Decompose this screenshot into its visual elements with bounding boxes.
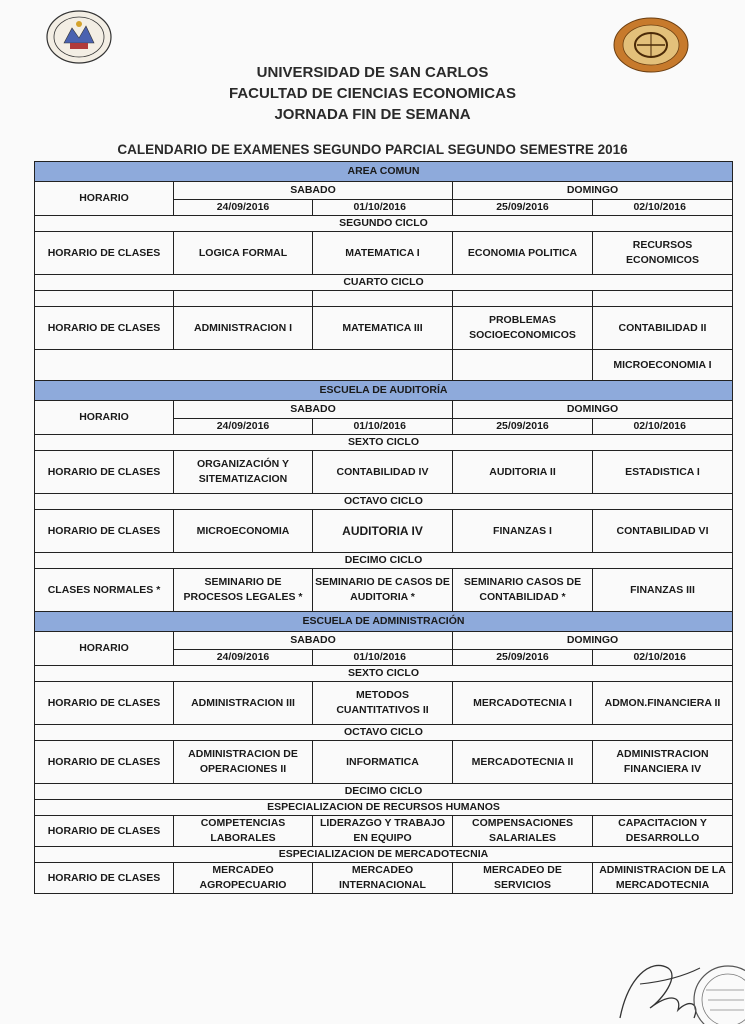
course-cell: SEMINARIO DE PROCESOS LEGALES * bbox=[174, 569, 313, 612]
course-cell: MATEMATICA I bbox=[313, 232, 453, 275]
cycle-label: SEGUNDO CICLO bbox=[35, 216, 733, 232]
empty-cell bbox=[35, 291, 174, 307]
empty-cell bbox=[35, 350, 453, 381]
date-cell: 01/10/2016 bbox=[313, 200, 453, 216]
university-name: UNIVERSIDAD DE SAN CARLOS bbox=[256, 64, 489, 81]
course-cell: FINANZAS III bbox=[593, 569, 733, 612]
course-cell: INFORMATICA bbox=[313, 741, 453, 784]
empty-cell bbox=[313, 291, 453, 307]
course-cell: ADMINISTRACION I bbox=[174, 307, 313, 350]
signature-stamp bbox=[610, 938, 745, 1024]
course-cell: ADMON.FINANCIERA II bbox=[593, 682, 733, 725]
empty-cell bbox=[593, 291, 733, 307]
course-cell: CONTABILIDAD VI bbox=[593, 510, 733, 553]
course-cell: MERCADEO INTERNACIONAL bbox=[313, 863, 453, 894]
university-seal-logo bbox=[46, 10, 112, 64]
cycle-label: DECIMO CICLO bbox=[35, 553, 733, 569]
course-cell: MICROECONOMIA I bbox=[593, 350, 733, 381]
cycle-label: OCTAVO CICLO bbox=[35, 725, 733, 741]
course-cell: LOGICA FORMAL bbox=[174, 232, 313, 275]
section-banner-area-comun: AREA COMUN bbox=[35, 162, 733, 182]
date-cell: 24/09/2016 bbox=[174, 650, 313, 666]
course-cell: MERCADOTECNIA I bbox=[453, 682, 593, 725]
day-sunday: DOMINGO bbox=[453, 182, 733, 200]
schedule-label: HORARIO DE CLASES bbox=[35, 682, 174, 725]
horario-header: HORARIO bbox=[35, 182, 174, 216]
program-name: JORNADA FIN DE SEMANA bbox=[274, 106, 471, 123]
course-cell: LIDERAZGO Y TRABAJO EN EQUIPO bbox=[313, 816, 453, 847]
course-cell: PROBLEMAS SOCIOECONOMICOS bbox=[453, 307, 593, 350]
course-cell: AUDITORIA IV bbox=[313, 510, 453, 553]
day-sunday: DOMINGO bbox=[453, 632, 733, 650]
course-cell: CAPACITACION Y DESARROLLO bbox=[593, 816, 733, 847]
course-cell: ADMINISTRACION FINANCIERA IV bbox=[593, 741, 733, 784]
day-saturday: SABADO bbox=[174, 401, 453, 419]
course-cell: MERCADOTECNIA II bbox=[453, 741, 593, 784]
course-cell: ESTADISTICA I bbox=[593, 451, 733, 494]
course-cell: RECURSOS ECONOMICOS bbox=[593, 232, 733, 275]
course-cell: MERCADEO DE SERVICIOS bbox=[453, 863, 593, 894]
date-cell: 02/10/2016 bbox=[593, 200, 733, 216]
course-cell: COMPENSACIONES SALARIALES bbox=[453, 816, 593, 847]
schedule-label: CLASES NORMALES * bbox=[35, 569, 174, 612]
faculty-name: FACULTAD DE CIENCIAS ECONOMICAS bbox=[229, 85, 516, 102]
empty-cell bbox=[174, 291, 313, 307]
cycle-label: CUARTO CICLO bbox=[35, 275, 733, 291]
course-cell: SEMINARIO CASOS DE CONTABILIDAD * bbox=[453, 569, 593, 612]
course-cell: ADMINISTRACION III bbox=[174, 682, 313, 725]
date-cell: 25/09/2016 bbox=[453, 200, 593, 216]
empty-cell bbox=[453, 291, 593, 307]
course-cell: ADMINISTRACION DE OPERACIONES II bbox=[174, 741, 313, 784]
cycle-label: OCTAVO CICLO bbox=[35, 494, 733, 510]
schedule-label: HORARIO DE CLASES bbox=[35, 451, 174, 494]
specialization-label: ESPECIALIZACION DE RECURSOS HUMANOS bbox=[35, 800, 733, 816]
course-cell: SEMINARIO DE CASOS DE AUDITORIA * bbox=[313, 569, 453, 612]
date-cell: 01/10/2016 bbox=[313, 650, 453, 666]
day-saturday: SABADO bbox=[174, 182, 453, 200]
course-cell: MERCADEO AGROPECUARIO bbox=[174, 863, 313, 894]
empty-cell bbox=[453, 350, 593, 381]
date-cell: 25/09/2016 bbox=[453, 650, 593, 666]
schedule-label: HORARIO DE CLASES bbox=[35, 863, 174, 894]
schedule-label: HORARIO DE CLASES bbox=[35, 232, 174, 275]
cycle-label: SEXTO CICLO bbox=[35, 666, 733, 682]
course-cell: MICROECONOMIA bbox=[174, 510, 313, 553]
horario-header: HORARIO bbox=[35, 401, 174, 435]
course-cell: ORGANIZACIÓN Y SITEMATIZACION bbox=[174, 451, 313, 494]
cycle-label: SEXTO CICLO bbox=[35, 435, 733, 451]
course-cell: METODOS CUANTITATIVOS II bbox=[313, 682, 453, 725]
schedule-label: HORARIO DE CLASES bbox=[35, 741, 174, 784]
date-cell: 02/10/2016 bbox=[593, 419, 733, 435]
schedule-label: HORARIO DE CLASES bbox=[35, 307, 174, 350]
exam-calendar-table bbox=[34, 161, 733, 894]
course-cell: ADMINISTRACION DE LA MERCADOTECNIA bbox=[593, 863, 733, 894]
course-cell: ECONOMIA POLITICA bbox=[453, 232, 593, 275]
section-banner-administracion: ESCUELA DE ADMINISTRACIÓN bbox=[35, 612, 733, 632]
course-cell: CONTABILIDAD IV bbox=[313, 451, 453, 494]
document-header bbox=[0, 62, 745, 125]
day-saturday: SABADO bbox=[174, 632, 453, 650]
cycle-label: DECIMO CICLO bbox=[35, 784, 733, 800]
date-cell: 02/10/2016 bbox=[593, 650, 733, 666]
date-cell: 24/09/2016 bbox=[174, 200, 313, 216]
course-cell: FINANZAS I bbox=[453, 510, 593, 553]
calendar-title: CALENDARIO DE EXAMENES SEGUNDO PARCIAL SEGUNDO SEMESTRE 2016 bbox=[117, 142, 628, 157]
horario-header: HORARIO bbox=[35, 632, 174, 666]
date-cell: 25/09/2016 bbox=[453, 419, 593, 435]
schedule-label: HORARIO DE CLASES bbox=[35, 510, 174, 553]
course-cell: MATEMATICA III bbox=[313, 307, 453, 350]
date-cell: 24/09/2016 bbox=[174, 419, 313, 435]
schedule-label: HORARIO DE CLASES bbox=[35, 816, 174, 847]
course-cell: CONTABILIDAD II bbox=[593, 307, 733, 350]
course-cell: AUDITORIA II bbox=[453, 451, 593, 494]
day-sunday: DOMINGO bbox=[453, 401, 733, 419]
specialization-label: ESPECIALIZACION DE MERCADOTECNIA bbox=[35, 847, 733, 863]
section-banner-auditoria: ESCUELA DE AUDITORÍA bbox=[35, 381, 733, 401]
date-cell: 01/10/2016 bbox=[313, 419, 453, 435]
course-cell: COMPETENCIAS LABORALES bbox=[174, 816, 313, 847]
